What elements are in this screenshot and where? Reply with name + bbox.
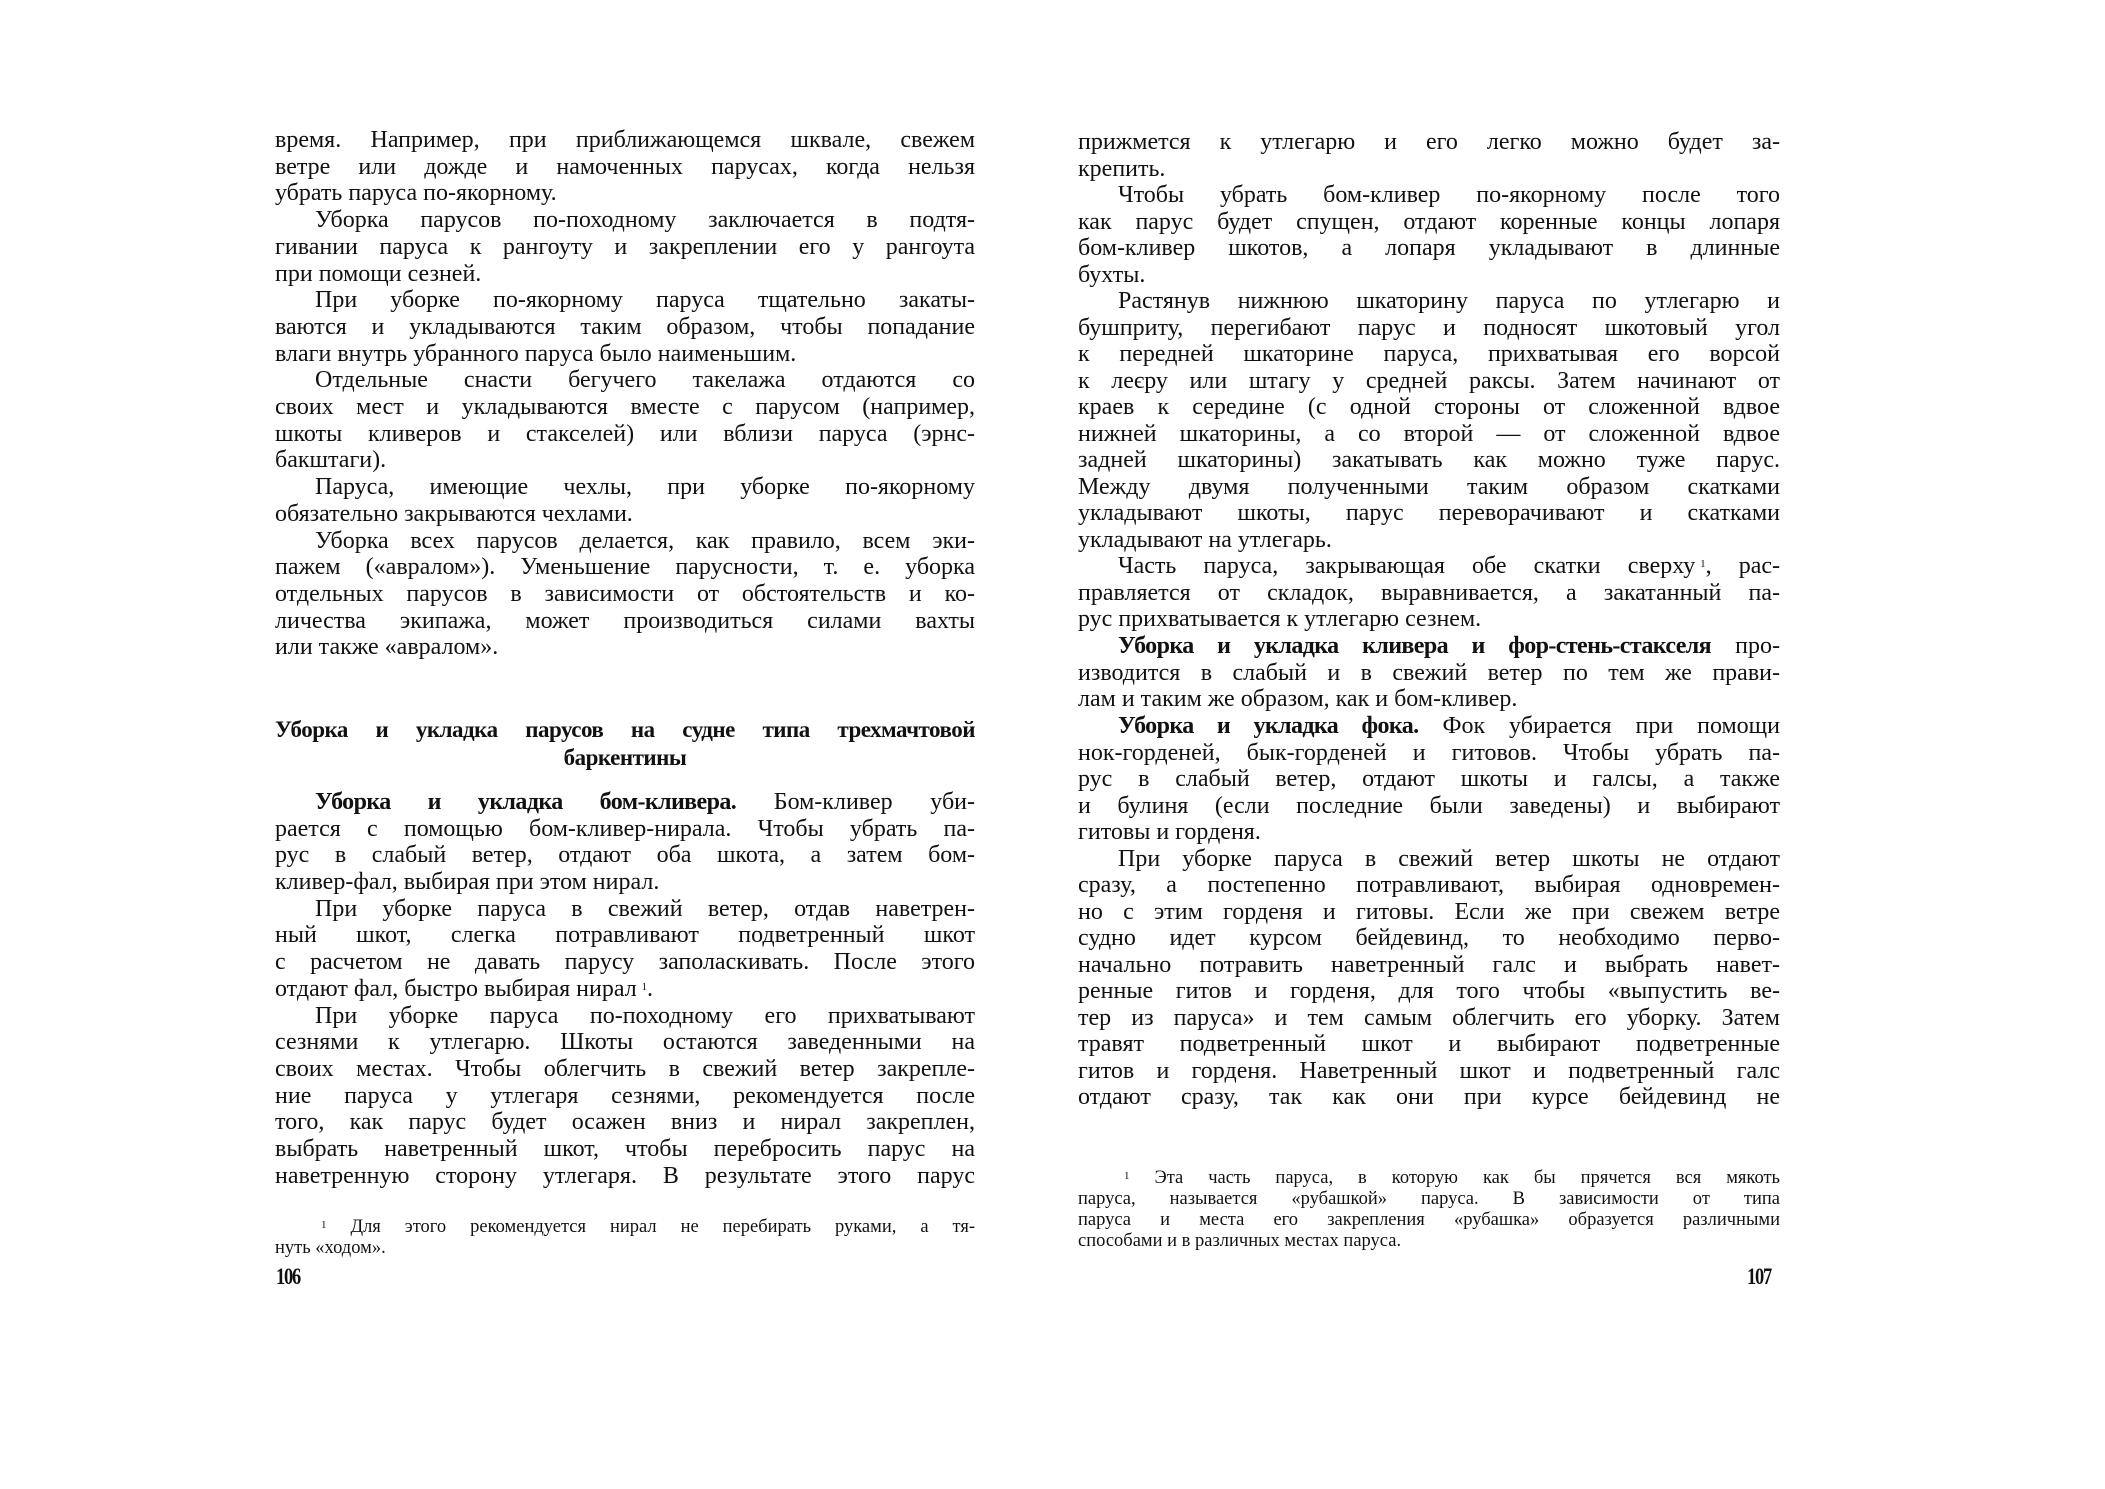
text-line: наветренную сторону утлегаря. В результате этого парус [275, 1162, 975, 1189]
text-line: При уборке паруса в свежий ветер, отдав наветрен- [315, 895, 975, 922]
text-line: Паруса, имеющие чехлы, при уборке по-якорному [315, 474, 975, 501]
text-line: сезнями к утлегарю. Шкоты остаются заведенными на [275, 1029, 975, 1056]
text-line: ный шкот, слегка потравливают подветренный шкот [275, 922, 975, 949]
section-heading-line-2: баркентины [563, 745, 687, 770]
text-line: судно идет курсом бейдевинд, то необходимо перво- [1078, 925, 1780, 951]
text-line: пажем («авралом»). Уменьшение парусности, т. е. уборка [275, 554, 975, 581]
text-line: время. Например, при приближающемся шквале, свежем [275, 127, 975, 153]
text-line: нок-горденей, бык-горденей и гитовов. Чтобы убрать па- [1078, 739, 1780, 766]
text-line: отдают фал, быстро выбирая нирал $^1$. [275, 975, 654, 1002]
text-line: ветре или дожде и намоченных парусах, когда нельзя [275, 153, 975, 180]
text-line: ренные гитов и горденя, для того чтобы «выпустить ве- [1078, 978, 1780, 1004]
text-line: гитов и горденя. Наветренный шкот и подветренный галс [1078, 1057, 1780, 1084]
paragraph-lead-fok: Уборка и укладка фока. Фок убирается при помощи [1118, 713, 1780, 739]
text-line: лам и таким же образом, как и бом-кливер. [1078, 686, 1518, 712]
text-line: того, как парус будет осажен вниз и нирал закреплен, [275, 1109, 975, 1136]
text-line: своих мест и укладываются вместе с парусом (например, [275, 394, 975, 420]
text-line: бушприту, перегибают парус и подносят шкотовый угол [1078, 314, 1780, 341]
text-line: гивании паруса к рангоуту и закреплении его у рангоута [275, 233, 975, 260]
footnote-line-3: паруса и места его закрепления «рубашка» образуется различными [1078, 1210, 1780, 1230]
page-number: 106 [276, 1264, 300, 1289]
text-line: травят подветренный шкот и выбирают подветренные [1078, 1031, 1780, 1057]
text-line: своих местах. Чтобы облегчить в свежий ветер закрепле- [275, 1055, 975, 1082]
text-line: При уборке по-якорному паруса тщательно закаты- [315, 287, 975, 314]
text-line: с расчетом не давать парусу заполаскивать. После этого [275, 949, 975, 976]
text-line: нижней шкаторины, а со второй — от сложенной вдвое [1078, 420, 1780, 447]
text-line: крепить. [1078, 155, 1166, 182]
page-number: 107 [1747, 1264, 1771, 1289]
paragraph-lead-bom-kliver: Уборка и укладка бом-кливера. Бом-кливер уби- [315, 789, 976, 815]
text-line: шкоты кливеров и стакселей) или вблизи паруса (эрнс- [275, 420, 975, 447]
text-line: к леєру или штагу у средней раксы. Затем начинают от [1078, 367, 1780, 394]
subheading-bom-kliver: Уборка и укладка бом-кливера. [315, 789, 737, 815]
text-line: бом-кливер шкотов, а лопаря укладывают в длинные [1078, 235, 1780, 261]
text-line: укладывают на утлегарь. [1078, 526, 1332, 553]
text-line: ние паруса у утлегаря сезнями, рекомендуется после [275, 1082, 975, 1109]
text-line: Растянув нижнюю шкаторину паруса по утлегарю и [1118, 288, 1780, 314]
text-line: влаги внутрь убранного паруса было наименьшим. [275, 340, 797, 367]
text-line: начально потравить наветренный галс и выбрать навет- [1078, 951, 1780, 978]
footnote-line-1: $^1$ Эта часть паруса, в которую как бы прячется вся мякоть [1124, 1168, 1780, 1188]
text-line: рус в слабый ветер, отдают оба шкота, а затем бом- [275, 842, 975, 869]
text-line: выбрать наветренный шкот, чтобы перебросить парус на [275, 1136, 975, 1163]
section-heading-line-1: Уборка и укладка парусов на судне типа трехмачтовой [275, 717, 975, 742]
right-page [1050, 0, 2105, 1489]
text-line: бухты. [1078, 261, 1146, 288]
text-line: При уборке паруса по-походному его прихватывают [315, 1002, 975, 1029]
text-line: Уборка парусов по-походному заключается в подтя- [315, 207, 975, 234]
text-line: рается с помощью бом-кливер-нирала. Чтобы убрать па- [275, 815, 975, 842]
footnote-reference: 1 [1700, 558, 1706, 570]
text-line: ваются и укладываются таким образом, чтобы попадание [275, 313, 975, 340]
text-line: убрать паруса по-якорному. [275, 180, 557, 207]
text-line: при помощи сезней. [275, 260, 482, 287]
text-line: или также «авралом». [275, 634, 499, 661]
footnote-line-1: $^1$ Для этого рекомендуется нирал не перебирать руками, а тя- [321, 1217, 975, 1237]
text-line: изводится в слабый и в свежий ветер по тем же прави- [1078, 659, 1780, 686]
text-line: кливер-фал, выбирая при этом нирал. [275, 869, 660, 896]
text-line: и булиня (если последние были заведены) и выбирают [1078, 792, 1780, 819]
subheading-kliver: Уборка и укладка кливера и фор-стень-стакселя [1118, 633, 1712, 659]
left-page [0, 0, 1050, 1489]
paragraph-lead-kliver: Уборка и укладка кливера и фор-стень-стакселя про- [1118, 633, 1780, 659]
text-line: бакштаги). [275, 447, 387, 474]
text-line: укладывают шкоты, парус переворачивают и скатками [1078, 500, 1780, 526]
text-line: отдельных парусов в зависимости от обстоятельств и ко- [275, 580, 975, 607]
text-line: обязательно закрываются чехлами. [275, 500, 633, 527]
text-line: к передней шкаторине паруса, прихватывая его ворсой [1078, 341, 1780, 367]
text-line: рус прихватывается к утлегарю сезнем. [1078, 606, 1482, 632]
text-line: Уборка всех парусов делается, как правило, всем эки- [315, 527, 975, 554]
footnote-marker: 1 [1124, 1170, 1130, 1182]
footnote-reference: 1 [641, 980, 648, 993]
text-line: гитовы и горденя. [1078, 819, 1261, 845]
text-line: личества экипажа, может производиться силами вахты [275, 607, 975, 634]
text-line: тер из паруса» и тем самым облегчить его уборку. Затем [1078, 1004, 1780, 1031]
footnote-marker: 1 [321, 1219, 327, 1231]
text-line: рус в слабый ветер, отдают шкоты и галсы, а также [1078, 766, 1780, 792]
text-line: сразу, а постепенно потравливают, выбирая одновремен- [1078, 872, 1780, 898]
text-line: Между двумя полученными таким образом скатками [1078, 473, 1780, 500]
subheading-fok: Уборка и укладка фока. [1118, 713, 1419, 739]
text-line: задней шкаторины) закатывать как можно туже парус. [1078, 447, 1780, 473]
text-line: Часть паруса, закрывающая обе скатки сверху $^1$, рас- [1118, 553, 1781, 579]
text-line: краев к середине (с одной стороны от сложенной вдвое [1078, 394, 1780, 420]
text-line: прижмется к утлегарю и его легко можно будет за- [1078, 129, 1780, 155]
footnote-line-2: нуть «ходом». [275, 1238, 386, 1258]
text-line: но с этим горденя и гитовы. Если же при свежем ветре [1078, 898, 1780, 925]
text-line: отдают сразу, так как они при курсе бейдевинд не [1078, 1084, 1780, 1110]
text-line: как парус будет спущен, отдают коренные концы лопаря [1078, 208, 1780, 235]
text-line: Чтобы убрать бом-кливер по-якорному после того [1118, 182, 1780, 208]
text-line: Отдельные снасти бегучего такелажа отдаются со [315, 367, 975, 394]
section-heading [275, 716, 975, 772]
footnote-line-4: способами и в различных местах паруса. [1078, 1231, 1402, 1251]
text-line: правляется от складок, выравнивается, а закатанный па- [1078, 579, 1780, 606]
footnote-line-2: паруса, называется «рубашкой» паруса. В зависимости от типа [1078, 1189, 1780, 1209]
text-line: При уборке паруса в свежий ветер шкоты не отдают [1118, 845, 1780, 872]
